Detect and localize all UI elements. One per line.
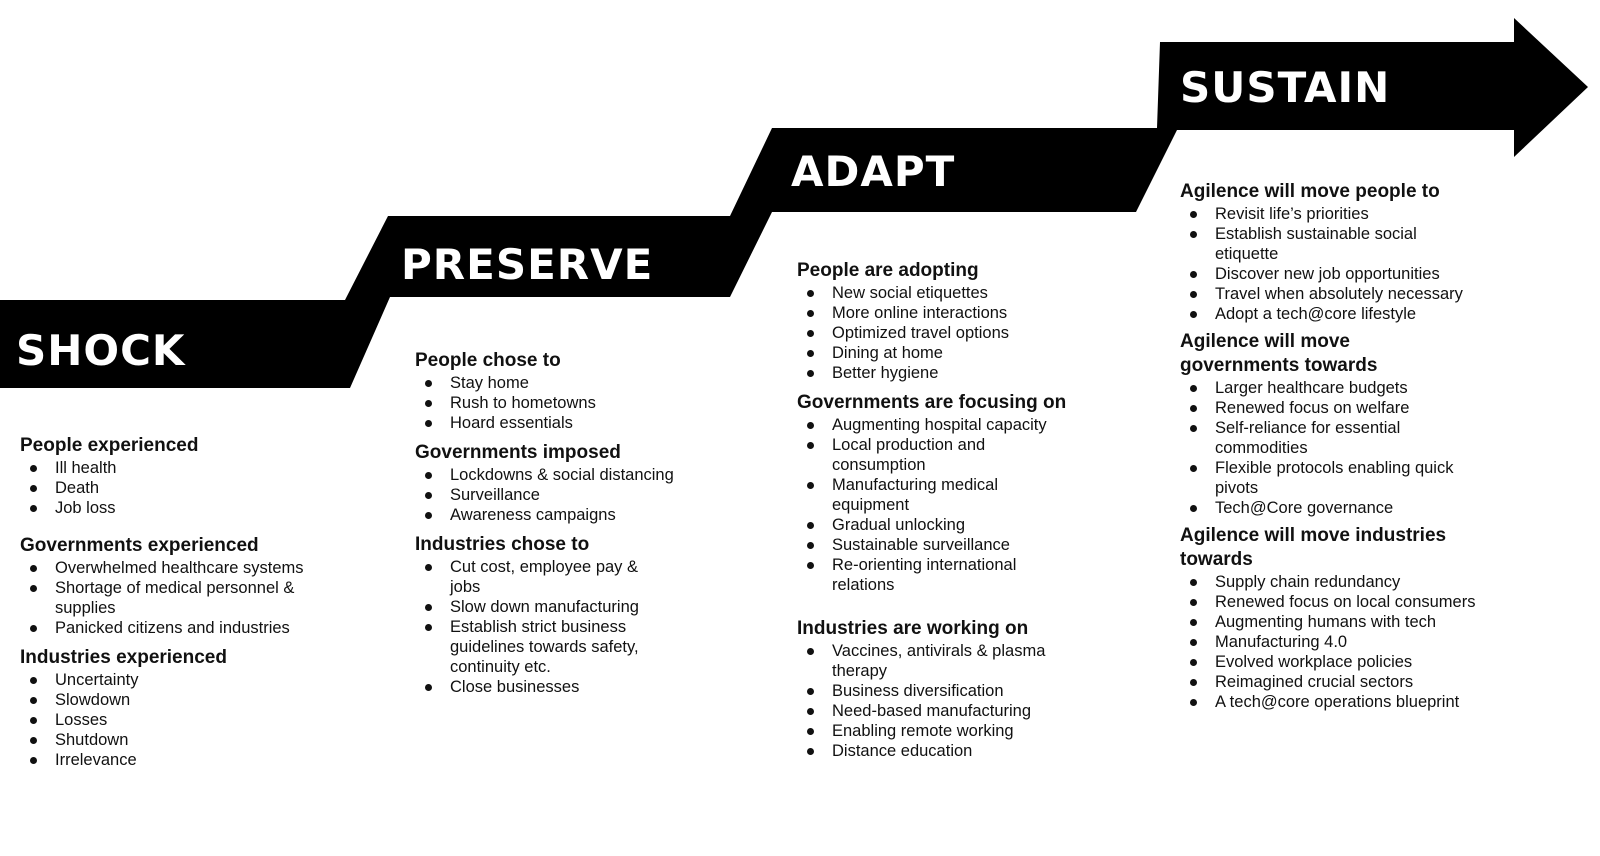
- group-people: [415, 349, 775, 433]
- group-title: Industries experienced: [20, 647, 227, 668]
- bullet-item: Uncertainty: [20, 670, 380, 690]
- stage-title-sustain: SUSTAIN: [1180, 63, 1391, 112]
- bullet-list: [415, 373, 775, 433]
- bullet-item: A tech@core operations blueprint: [1180, 692, 1490, 712]
- bullet-item: Slow down manufacturing: [415, 597, 670, 617]
- bullet-item: Augmenting humans with tech: [1180, 612, 1490, 632]
- bullet-item: Cut cost, employee pay & jobs: [415, 557, 670, 597]
- bullet-item: Revisit life’s priorities: [1180, 204, 1480, 224]
- group-industries: [797, 617, 1117, 761]
- bullet-item: Irrelevance: [20, 750, 380, 770]
- bullet-item: Self-reliance for essential commodities: [1180, 418, 1480, 458]
- bullet-item: Close businesses: [415, 677, 670, 697]
- bullet-item: Slowdown: [20, 690, 380, 710]
- bullet-list: [20, 458, 380, 518]
- bullet-item: Local production and consumption: [797, 435, 1067, 475]
- bullet-item: Distance education: [797, 741, 1087, 761]
- group-governments: [415, 441, 775, 525]
- bullet-item: Tech@Core governance: [1180, 498, 1480, 518]
- shock-column: [20, 434, 380, 770]
- bullet-item: Renewed focus on local consumers: [1180, 592, 1490, 612]
- bullet-item: Manufacturing 4.0: [1180, 632, 1490, 652]
- group-governments: [20, 534, 380, 638]
- bullet-item: Gradual unlocking: [797, 515, 1067, 535]
- bullet-item: Augmenting hospital capacity: [797, 415, 1067, 435]
- group-title: Agilence will move people to: [1180, 181, 1440, 202]
- bullet-item: Adopt a tech@core lifestyle: [1180, 304, 1480, 324]
- bullet-item: Losses: [20, 710, 380, 730]
- bullet-list: [797, 283, 1117, 383]
- bullet-list: [415, 465, 775, 525]
- bullet-item: Panicked citizens and industries: [20, 618, 330, 638]
- bullet-item: Need-based manufacturing: [797, 701, 1087, 721]
- bullet-list: [1180, 378, 1480, 518]
- bullet-item: Death: [20, 478, 380, 498]
- group-title: People are adopting: [797, 260, 979, 281]
- bullet-item: Job loss: [20, 498, 380, 518]
- bullet-list: [797, 641, 1087, 761]
- group-title: Agilence will move industries towards: [1180, 525, 1447, 570]
- group-industries: [415, 533, 775, 697]
- bullet-item: New social etiquettes: [797, 283, 1117, 303]
- bullet-item: Larger healthcare budgets: [1180, 378, 1480, 398]
- bullet-item: Dining at home: [797, 343, 1117, 363]
- bullet-item: Business diversification: [797, 681, 1087, 701]
- group-industries: [20, 646, 380, 770]
- sustain-column: [1180, 180, 1510, 712]
- bullet-item: Renewed focus on welfare: [1180, 398, 1480, 418]
- stage-title-preserve: PRESERVE: [401, 240, 654, 289]
- group-governments: [797, 391, 1117, 595]
- group-people: [797, 259, 1117, 383]
- bullet-item: Flexible protocols enabling quick pivots: [1180, 458, 1480, 498]
- bullet-item: Re-orienting international relations: [797, 555, 1067, 595]
- bullet-item: Shortage of medical personnel & supplies: [20, 578, 330, 618]
- bullet-list: [415, 557, 670, 697]
- bullet-item: Sustainable surveillance: [797, 535, 1067, 555]
- bullet-item: Better hygiene: [797, 363, 1117, 383]
- stage-title-shock: SHOCK: [16, 326, 186, 375]
- group-people: [20, 434, 380, 518]
- bullet-item: Enabling remote working: [797, 721, 1087, 741]
- bullet-item: Lockdowns & social distancing: [415, 465, 775, 485]
- group-title: Governments imposed: [415, 442, 621, 463]
- group-title: People chose to: [415, 350, 561, 371]
- bullet-item: Shutdown: [20, 730, 380, 750]
- bullet-item: Overwhelmed healthcare systems: [20, 558, 330, 578]
- bullet-item: Surveillance: [415, 485, 775, 505]
- bullet-item: More online interactions: [797, 303, 1117, 323]
- bullet-item: Discover new job opportunities: [1180, 264, 1480, 284]
- bullet-item: Rush to hometowns: [415, 393, 775, 413]
- bullet-item: Establish sustainable social etiquette: [1180, 224, 1480, 264]
- group-title: Agilence will move governments towards: [1180, 331, 1378, 376]
- bullet-item: Establish strict business guidelines towards safety, continuity etc.: [415, 617, 670, 677]
- group-industries: [1180, 524, 1510, 712]
- bullet-item: Stay home: [415, 373, 775, 393]
- group-title: Industries are working on: [797, 618, 1029, 639]
- bullet-item: Travel when absolutely necessary: [1180, 284, 1480, 304]
- bullet-item: Awareness campaigns: [415, 505, 775, 525]
- bullet-item: Manufacturing medical equipment: [797, 475, 1067, 515]
- group-governments: [1180, 330, 1510, 518]
- group-title: People experienced: [20, 435, 199, 456]
- bullet-list: [797, 415, 1067, 595]
- group-title: Industries chose to: [415, 534, 590, 555]
- adapt-column: [797, 259, 1117, 761]
- group-title: Governments are focusing on: [797, 392, 1067, 413]
- bullet-item: Optimized travel options: [797, 323, 1117, 343]
- bullet-list: [1180, 572, 1490, 712]
- bullet-item: Reimagined crucial sectors: [1180, 672, 1490, 692]
- bullet-list: [20, 670, 380, 770]
- bullet-list: [1180, 204, 1480, 324]
- group-title: Governments experienced: [20, 535, 259, 556]
- preserve-column: [415, 349, 775, 697]
- bullet-item: Vaccines, antivirals & plasma therapy: [797, 641, 1087, 681]
- bullet-list: [20, 558, 330, 638]
- stage-title-adapt: ADAPT: [791, 147, 956, 196]
- bullet-item: Evolved workplace policies: [1180, 652, 1490, 672]
- bullet-item: Supply chain redundancy: [1180, 572, 1490, 592]
- group-people: [1180, 180, 1510, 324]
- bullet-item: Hoard essentials: [415, 413, 775, 433]
- bullet-item: Ill health: [20, 458, 380, 478]
